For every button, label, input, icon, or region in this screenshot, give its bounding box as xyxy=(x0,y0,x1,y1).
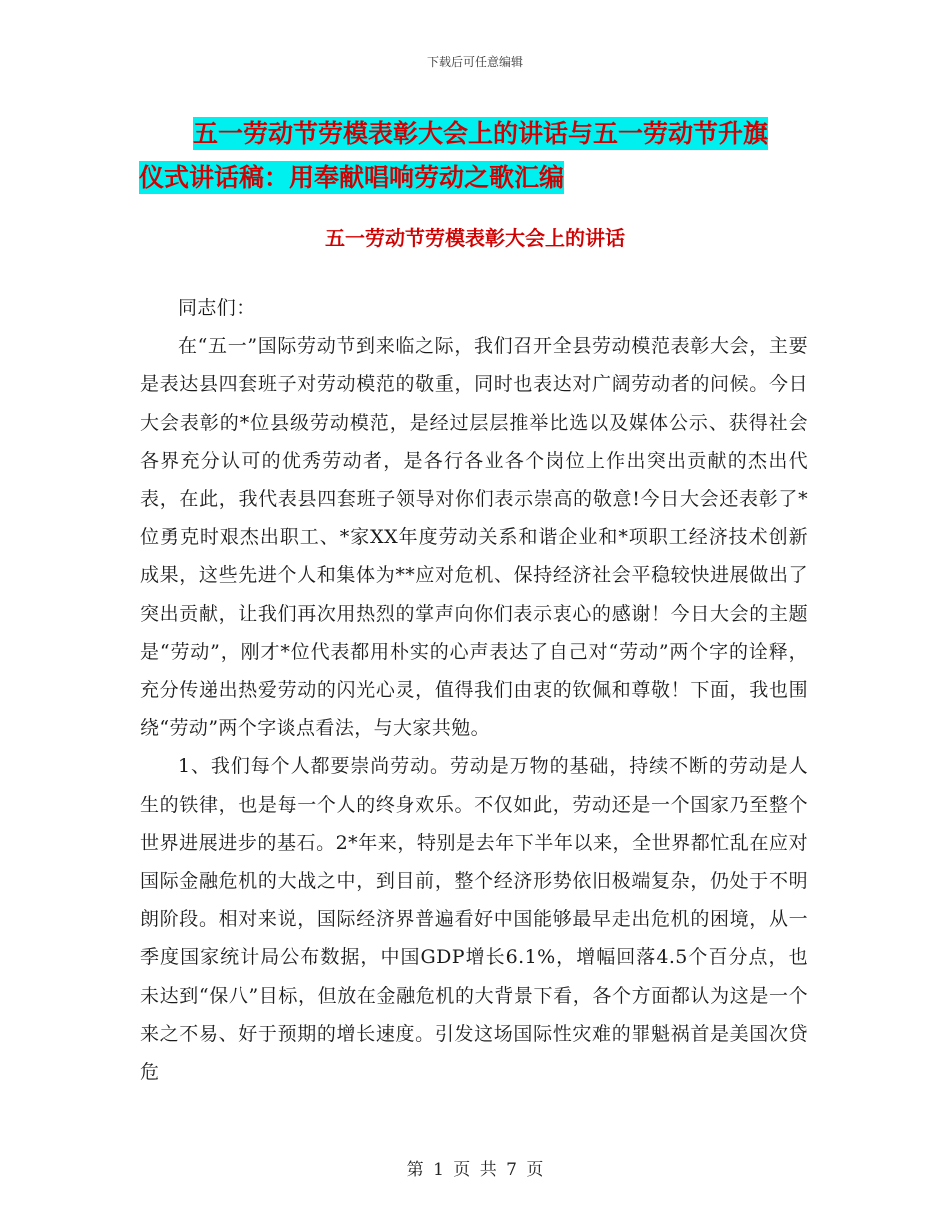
body-paragraph-1: 在“五一”国际劳动节到来临之际，我们召开全县劳动模范表彰大会，主要是表达县四套班子对劳动模范的敬重，同时也表达对广阔劳动者的问候。今日大会表彰的*位县级劳动模范，是经过层层推举比选以及媒体公示、获得社会各界充分认可的优秀劳动者，是各行各业各个岗位上作出突出贡献的杰出代表，在此，我代表县四套班子领导对你们表示崇高的敬意!今日大会还表彰了*位勇克时艰杰出职工、*家XX年度劳动关系和谐企业和*项职工经济技术创新成果，这些先进个人和集体为**应对危机、保持经济社会平稳较快进展做出了突出贡献，让我们再次用热烈的掌声向你们表示衷心的感谢！今日大会的主题是“劳动”，刚才*位代表都用朴实的心声表达了自己对“劳动”两个字的诠释，充分传递出热爱劳动的闪光心灵，值得我们由衷的钦佩和尊敬！下面，我也围绕“劳动”两个字谈点看法，与大家共勉。 xyxy=(140,335,808,740)
document-body xyxy=(140,289,808,1091)
document-title-line-1: 五一劳动节劳模表彰大会上的讲话与五一劳动节升旗 xyxy=(193,119,769,148)
header-note: 下载后可任意编辑 xyxy=(426,55,523,69)
page-number-footer: 第 1 页 共 7 页 xyxy=(406,1160,544,1180)
salutation-paragraph: 同志们： xyxy=(178,297,256,319)
body-paragraph-2: 1、我们每个人都要崇尚劳动。劳动是万物的基础，持续不断的劳动是人生的铁律，也是每一个人的终身欢乐。不仅如此，劳动还是一个国家乃至整个世界进展进步的基石。2*年来，特别是去年下半年以来，全世界都忙乱在应对国际金融危机的大战之中，到目前，整个经济形势依旧极端复杂，仍处于不明朗阶段。相对来说，国际经济界普遍看好中国能够最早走出危机的困境，从一季度国家统计局公布数据，中国GDP增长6.1%，增幅回落4.5个百分点，也未达到“保八”目标，但放在金融危机的大背景下看，各个方面都认为这是一个来之不易、好于预期的增长速度。引发这场国际性灾难的罪魁祸首是美国次贷危 xyxy=(140,755,808,1084)
section-title: 五一劳动节劳模表彰大会上的讲话 xyxy=(325,226,625,250)
document-title-line-2: 仪式讲话稿：用奉献唱响劳动之歌汇编 xyxy=(139,163,565,192)
document-title xyxy=(140,112,810,200)
